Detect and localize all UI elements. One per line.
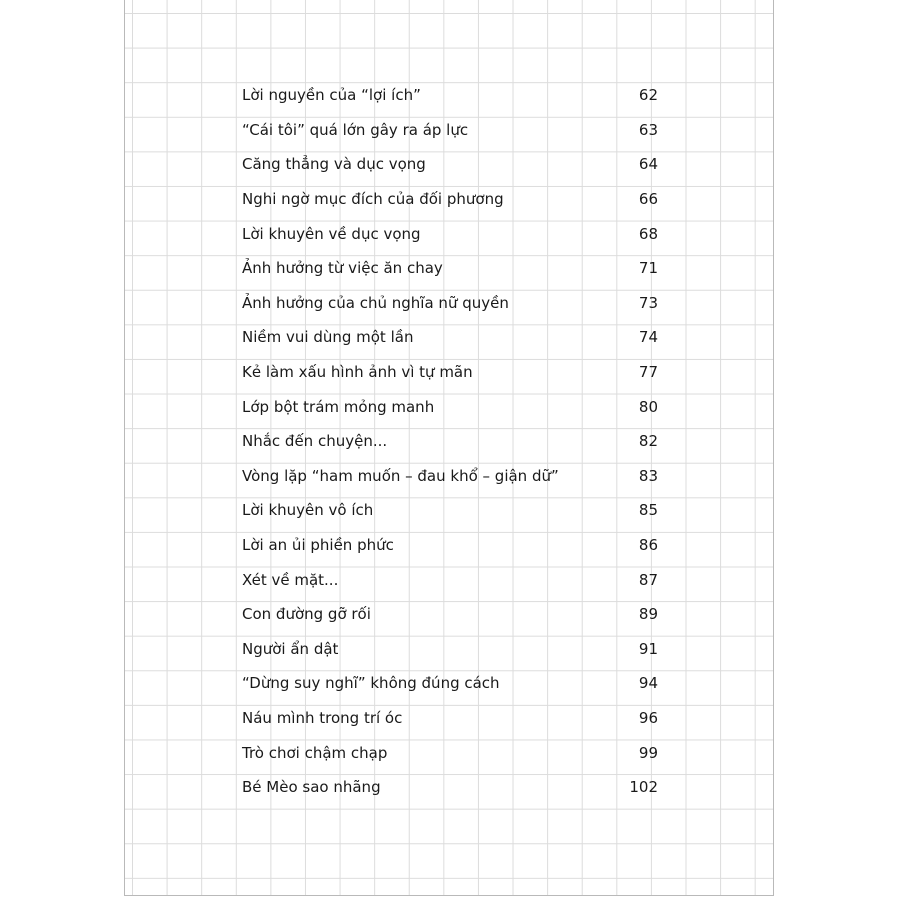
toc-entry-page-number: 86 <box>638 536 658 555</box>
toc-entry-title: Trò chơi chậm chạp <box>242 743 388 762</box>
toc-entry[interactable] <box>242 459 658 494</box>
toc-entry-page-number: 89 <box>638 605 658 624</box>
toc-entry[interactable] <box>242 355 658 390</box>
toc-entry-title: Nghi ngờ mục đích của đối phương <box>242 190 504 209</box>
toc-entry-title: Bé Mèo sao nhãng <box>242 778 381 797</box>
toc-entry[interactable] <box>242 666 658 701</box>
toc-entry[interactable] <box>242 113 658 148</box>
toc-entry-page-number: 71 <box>638 259 658 278</box>
toc-entry-page-number: 87 <box>638 570 658 589</box>
toc-entry[interactable] <box>242 770 658 805</box>
toc-entry[interactable] <box>242 701 658 736</box>
toc-entry[interactable] <box>242 389 658 424</box>
toc-entry[interactable] <box>242 286 658 321</box>
toc-entry-title: Nhắc đến chuyện... <box>242 432 388 451</box>
toc-entry[interactable] <box>242 424 658 459</box>
toc-entry-page-number: 64 <box>638 155 658 174</box>
toc-entry-page-number: 99 <box>638 743 658 762</box>
table-of-contents <box>242 78 658 804</box>
toc-entry-page-number: 80 <box>638 397 658 416</box>
toc-entry-title: Con đường gỡ rối <box>242 605 371 624</box>
toc-entry[interactable] <box>242 251 658 286</box>
toc-entry[interactable] <box>242 528 658 563</box>
toc-entry[interactable] <box>242 597 658 632</box>
toc-entry[interactable] <box>242 493 658 528</box>
toc-entry-page-number: 96 <box>638 708 658 727</box>
toc-entry[interactable] <box>242 78 658 113</box>
toc-entry[interactable] <box>242 216 658 251</box>
toc-entry-title: Xét về mặt... <box>242 570 339 589</box>
toc-entry-title: Ảnh hưởng từ việc ăn chay <box>242 259 443 278</box>
toc-entry-page-number: 63 <box>638 120 658 139</box>
toc-entry-title: Lớp bột trám mỏng manh <box>242 397 435 416</box>
toc-entry-title: Căng thẳng và dục vọng <box>242 155 426 174</box>
toc-entry-page-number: 85 <box>638 501 658 520</box>
toc-entry-title: Ảnh hưởng của chủ nghĩa nữ quyền <box>242 293 509 312</box>
toc-entry-title: “Cái tôi” quá lớn gây ra áp lực <box>242 120 469 139</box>
toc-entry-title: Lời khuyên vô ích <box>242 501 374 520</box>
toc-entry[interactable] <box>242 320 658 355</box>
toc-entry-page-number: 82 <box>638 432 658 451</box>
toc-entry-title: “Dừng suy nghĩ” không đúng cách <box>242 674 500 693</box>
toc-entry-title: Lời an ủi phiền phức <box>242 536 394 555</box>
toc-entry-title: Người ẩn dật <box>242 639 339 658</box>
toc-entry-title: Náu mình trong trí óc <box>242 708 403 727</box>
toc-entry-page-number: 73 <box>638 293 658 312</box>
toc-entry-page-number: 102 <box>629 778 658 797</box>
toc-entry-title: Niềm vui dùng một lần <box>242 328 414 347</box>
toc-entry-title: Vòng lặp “ham muốn – đau khổ – giận dữ” <box>242 466 559 485</box>
toc-entry-page-number: 91 <box>638 639 658 658</box>
toc-entry-title: Kẻ làm xấu hình ảnh vì tự mãn <box>242 363 473 382</box>
toc-entry-page-number: 77 <box>638 363 658 382</box>
toc-entry[interactable] <box>242 562 658 597</box>
toc-entry-page-number: 68 <box>638 224 658 243</box>
toc-entry-page-number: 83 <box>638 466 658 485</box>
toc-entry-page-number: 94 <box>638 674 658 693</box>
toc-entry-page-number: 66 <box>638 190 658 209</box>
toc-entry-title: Lời nguyền của “lợi ích” <box>242 86 421 105</box>
toc-entry-page-number: 74 <box>638 328 658 347</box>
toc-entry-page-number: 62 <box>638 86 658 105</box>
toc-entry[interactable] <box>242 735 658 770</box>
toc-entry[interactable] <box>242 147 658 182</box>
toc-entry-title: Lời khuyên về dục vọng <box>242 224 421 243</box>
toc-entry[interactable] <box>242 632 658 667</box>
toc-entry[interactable] <box>242 182 658 217</box>
